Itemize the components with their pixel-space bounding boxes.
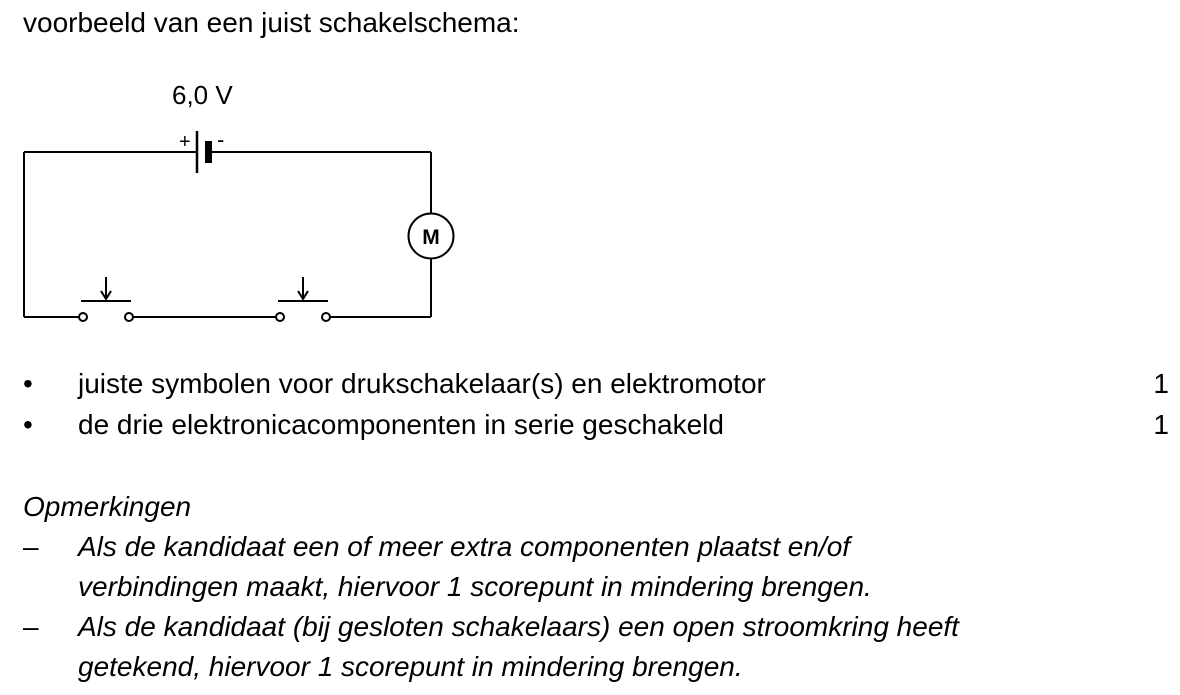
remarks-title: Opmerkingen [23,491,192,522]
motor-label: M [422,226,440,249]
remark-line: Als de kandidaat een of meer extra componenten plaatst en/of [78,531,851,562]
push-switch-1 [79,277,133,321]
remark-line: getekend, hiervoor 1 scorepunt in mindering brengen. [78,651,743,682]
voltage-label: 6,0 V [172,80,233,110]
battery-symbol [197,131,212,173]
criterion-text: juiste symbolen voor drukschakelaar(s) en elektromotor [78,368,766,399]
remark-item [0,607,1180,687]
criterion-row [0,364,1180,404]
push-switch-2 [276,277,330,321]
intro-text: voorbeeld van een juist schakelschema: [23,7,520,38]
remark-dash: – [23,611,39,642]
criterion-text: de drie elektronicacomponenten in serie geschakeld [78,409,724,440]
bullet: • [23,368,33,399]
criterion-row [0,405,1180,445]
criterion-score: 1 [1153,409,1169,440]
bullet: • [23,409,33,440]
remark-line: verbindingen maakt, hiervoor 1 scorepunt in mindering brengen. [78,571,872,602]
criterion-score: 1 [1153,368,1169,399]
remark-line: Als de kandidaat (bij gesloten schakelaars) een open stroomkring heeft [78,611,959,642]
battery-minus-sign: - [217,127,225,152]
remark-dash: – [23,531,39,562]
circuit-diagram [0,0,470,340]
battery-plus-sign: + [179,131,191,153]
remark-item [0,527,1180,607]
motor-symbol [409,214,454,259]
